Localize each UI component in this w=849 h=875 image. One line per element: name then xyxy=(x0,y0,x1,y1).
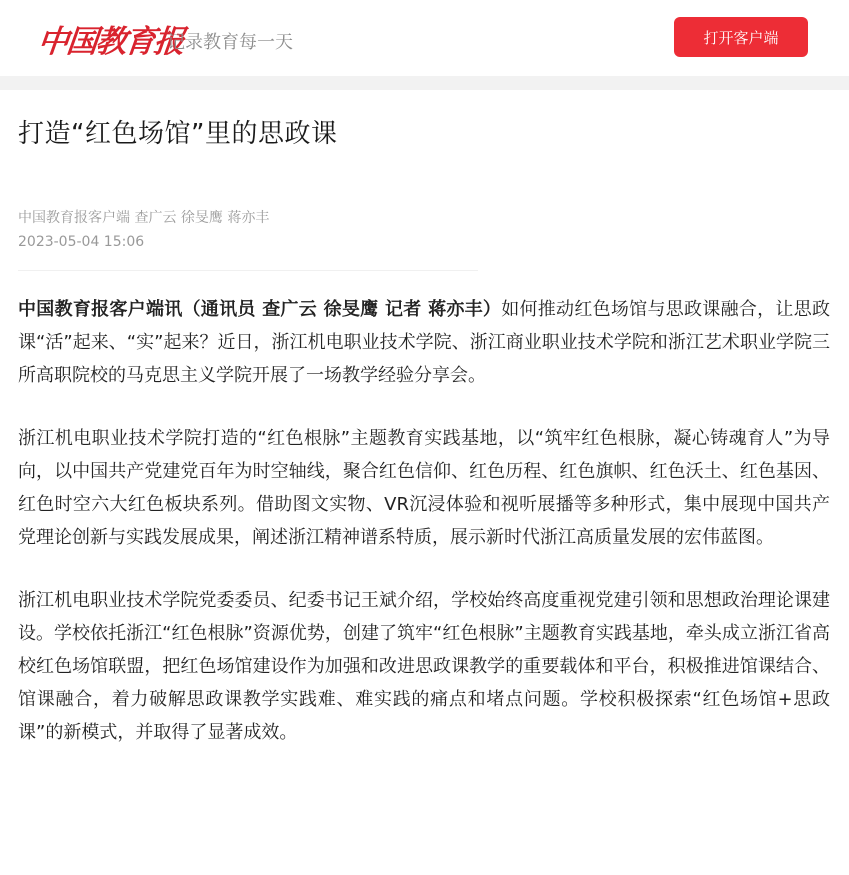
meta-divider xyxy=(18,270,478,271)
brand-slogan: 记录教育每一天 xyxy=(167,32,293,53)
article-meta xyxy=(18,206,831,254)
article xyxy=(0,116,849,749)
paragraph-text: 浙江机电职业技术学院打造的“红色根脉”主题教育实践基地，以“筑牢红色根脉，凝心铸魂育人”为导向，以中国共产党建党百年为时空轴线，聚合红色信仰、红色历程、红色旗帜、红色沃土、红色基因、红色时空六大红色板块系列。借助图文实物、VR沉浸体验和视听展播等多种形式，集中展现中国共产党理论创新与实践发展成果，阐述浙江精神谱系特质，展示新时代浙江高质量发展的宏伟蓝图。 xyxy=(18,428,830,548)
top-bar xyxy=(0,0,849,76)
paragraph-text: 如何推动红色场馆与思政课融合，让思政课“活”起来、“实”起来？近日，浙江机电职业技术学院、浙江商业职业技术学院和浙江艺术职业学院三所高职院校的马克思主义学院开展了一场教学经验分享会。 xyxy=(18,299,830,386)
article-paragraph xyxy=(18,293,830,392)
brand-logo[interactable]: 中国教育报 xyxy=(35,24,185,60)
article-paragraph xyxy=(18,422,830,554)
open-app-button[interactable]: 打开客户端 xyxy=(674,17,808,57)
article-datetime: 2023-05-04 15:06 xyxy=(18,234,145,250)
article-paragraph xyxy=(18,584,830,749)
article-title: 打造“红色场馆”里的思政课 xyxy=(18,119,338,149)
paragraph-lead: 中国教育报客户端讯（通讯员 查广云 徐旻鹰 记者 蒋亦丰） xyxy=(18,299,502,320)
paragraph-text: 浙江机电职业技术学院党委委员、纪委书记王斌介绍，学校始终高度重视党建引领和思想政治理论课建设。学校依托浙江“红色根脉”资源优势，创建了筑牢“红色根脉”主题教育实践基地，牵头成立浙江省高校红色场馆联盟，把红色场馆建设作为加强和改进思政课教学的重要载体和平台，积极推进馆课结合、馆课融合，着力破解思政课教学实践难、难实践的痛点和堵点问题。学校积极探索“红色场馆+思政课”的新模式，并取得了显著成效。 xyxy=(18,590,830,743)
article-source: 中国教育报客户端 查广云 徐旻鹰 蒋亦丰 xyxy=(18,210,270,226)
header-divider xyxy=(0,76,849,90)
